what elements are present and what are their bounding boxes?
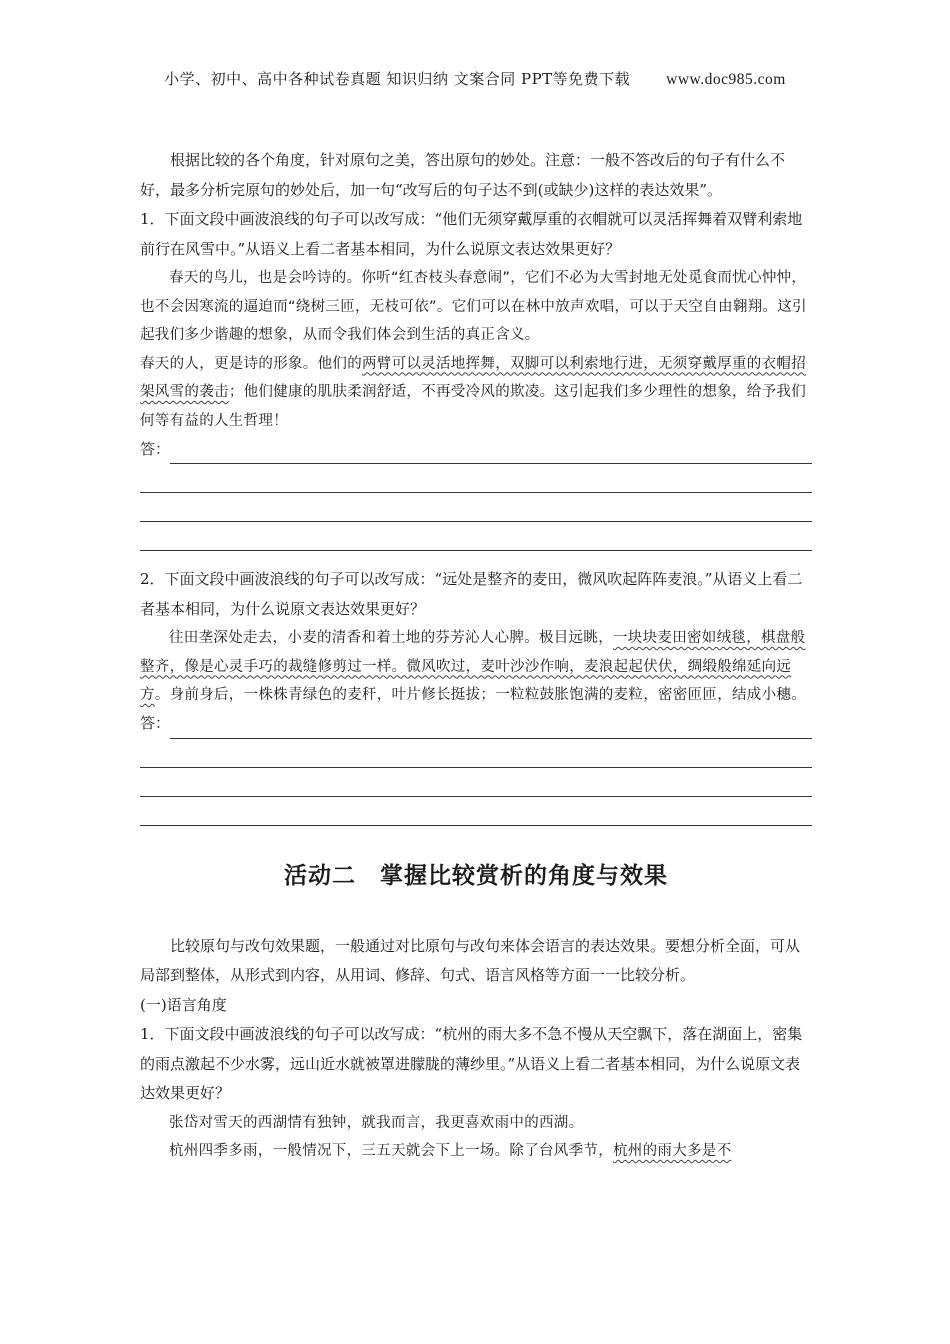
q2-answer-line-4[interactable] [140,797,812,826]
q1-answer-line-1[interactable] [140,435,812,464]
q2-answer-line-3[interactable] [140,768,812,797]
q2-wavy-sentence: 一块块麦田密如绒毯，棋盘般整齐，像是心灵手巧的裁缝修剪过一样。微风吹过，麦叶沙沙作响，麦浪起起伏伏，绸缎般绵延向远方 [140,630,806,703]
q2-answer-label: 答： [140,714,171,732]
q2-answer-line-1[interactable] [140,710,812,739]
q2-question: 2．下面文段中画波浪线的句子可以改写成：“远处是整齐的麦田，微风吹起阵阵麦浪。”从语义上看二者基本相同，为什么说原文表达效果更好？ [140,570,803,618]
answer-line [140,776,812,797]
q1-passage-b-post: ；他们健康的肌肤柔润舒适，不再受冷风的欺凌。这引起我们多少理性的想象，给予我们何等有益的人生哲理！ [140,384,807,429]
q1-answer-line-3[interactable] [140,493,812,522]
header-text: 小学、初中、高中各种试卷真题 知识归纳 文案合同 PPT等免费下载 [164,70,631,88]
section-q1-question: 1．下面文段中画波浪线的句子可以改写成：“杭州的雨大多不急不慢从天空飘下，落在湖面上，密集的雨点激起不少水雾，远山近水就被罩进朦胧的薄纱里。”从语义上看二者基本相同，为什么说原文表达效果更好？ [140,1025,803,1102]
q2-passage-pre: 往田垄深处走去，小麦的清香和着土地的芬芳沁人心脾。极目远眺， [169,630,613,646]
q1-wavy-sentence: 两臂可以灵活地挥舞，双脚可以利索地行进，无须穿戴厚重的衣帽招架风雪的袭击 [140,355,806,400]
q1-passage-b [140,350,812,436]
section-intro: 比较原句与改句效果题，一般通过对比原句与改句来体会语言的表达效果。要想分析全面，可从局部到整体，从形式到内容，从用词、修辞、句式、语言风格等方面一一比较分析。 [140,936,801,984]
answer-line [170,443,812,464]
q1-question: 1．下面文段中画波浪线的句子可以改写成：“他们无须穿戴厚重的衣帽就可以灵活挥舞着双臂利索地前行在风雪中。”从语义上看二者基本相同，为什么说原文表达效果更好？ [140,210,803,258]
answer-line [140,805,812,826]
q1-passage-a: 春天的鸟儿，也是会吟诗的。你听“红杏枝头春意闹”，它们不必为大雪封地无处觅食而忧心忡忡，也不会因寒流的逼迫而“绕树三匝，无枝可依”。它们可以在林中放声欢唱，可以于天空自由翱翔。这引起我们多少谐趣的想象，从而令我们体会到生活的真正含义。 [140,270,807,343]
section-q1-passage-2-pre: 杭州四季多雨，一般情况下，三五天就会下上一场。除了台风季节， [169,1143,613,1159]
q2-passage [140,624,812,710]
q1-answer-label: 答： [140,439,171,458]
page-header [0,68,950,89]
q1-passage-b-pre: 春天的人，更是诗的形象。他们的 [140,355,362,372]
q2-answer-line-2[interactable] [140,739,812,768]
q1-answer-line-2[interactable] [140,464,812,493]
answer-line [170,718,812,739]
section-q1-wavy-sentence: 杭州的雨大多是不 [613,1143,732,1159]
section-q1-passage-2 [140,1137,812,1166]
header-site: www.doc985.com [666,71,786,88]
intro-paragraph: 根据比较的各个角度，针对原句之美，答出原句的妙处。注意：一般不答改后的句子有什么不好，最多分析完原句的妙处后，加一句“改写后的句子达不到(或缺少)这样的表达效果”。 [140,151,786,199]
q2-passage-post: 。身前身后，一株株青绿色的麦秆，叶片修长挺拔；一粒粒鼓胀饱满的麦粒，密密匝匝，结成小穗。 [154,687,807,703]
q1-answer-line-4[interactable] [140,522,812,551]
section-q1-passage-1: 张岱对雪天的西湖情有独钟，就我而言，我更喜欢雨中的西湖。 [169,1114,584,1131]
section-title: 活动二 掌握比较赏析的角度与效果 [284,862,668,889]
answer-line [140,472,812,493]
answer-line [140,747,812,768]
document-body [140,146,812,1166]
answer-line [140,530,812,551]
answer-line [140,501,812,522]
section-subheading: (一)语言角度 [140,995,227,1014]
